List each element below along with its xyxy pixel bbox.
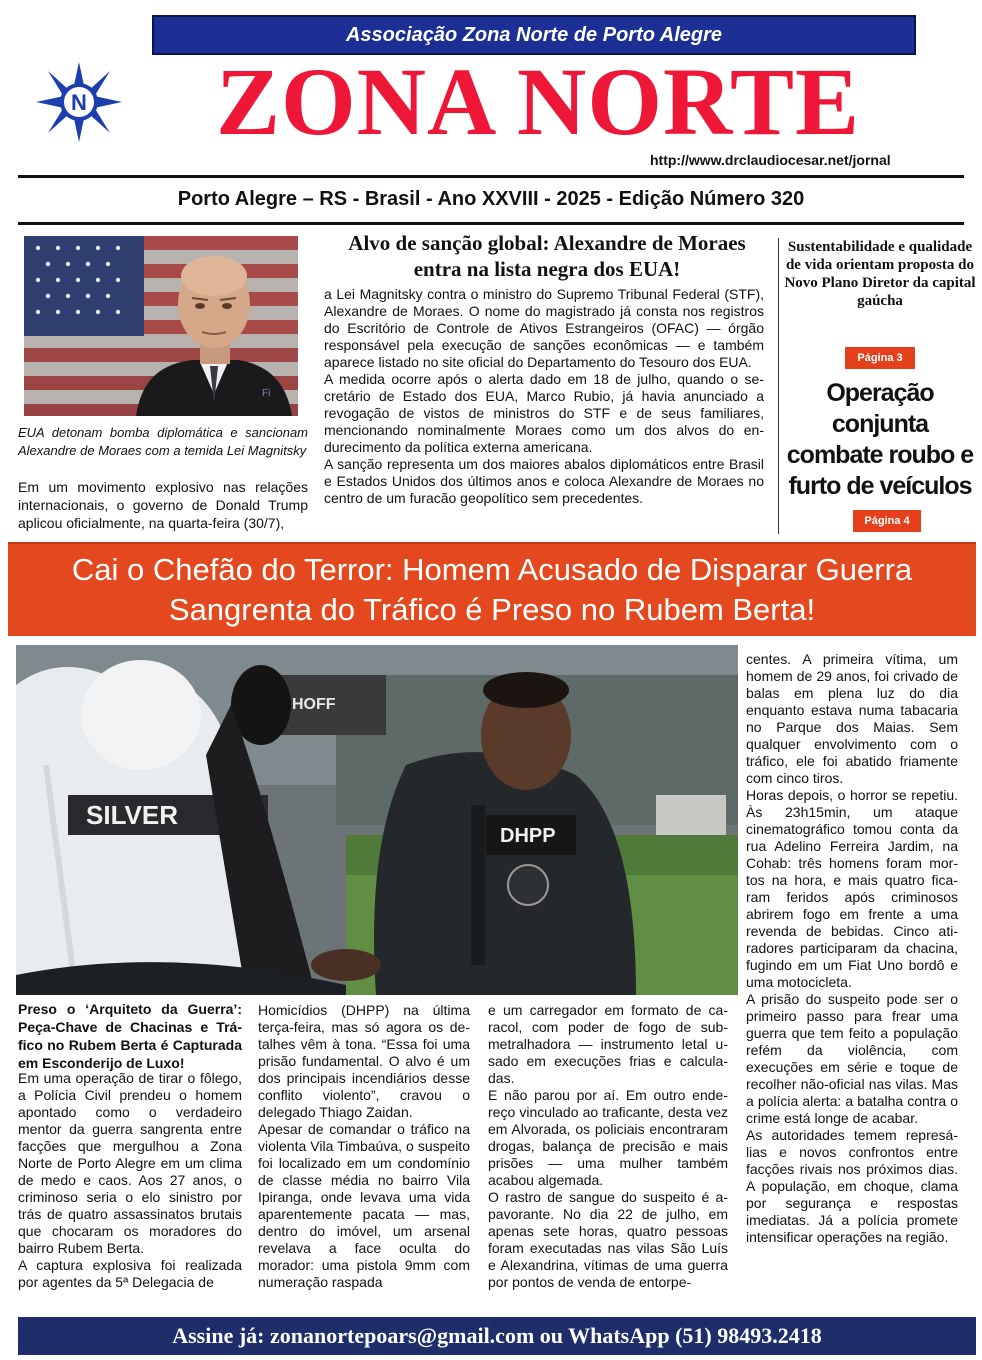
article-paragraph: A prisão do suspeito pode ser o primeiro passo para frear uma guerra que tem feito a população refém da violência, com execuções em série e toque de recolher não-oficial nas vilas. Mas a polícia alerta: a batalha contra o crime está longe de acabar. — [746, 991, 958, 1126]
edition-rule — [18, 222, 964, 225]
article-paragraph: A captura explosiva foi realizada por agentes da 5ª Delegacia de — [18, 1257, 242, 1290]
moraes-photo — [24, 236, 298, 416]
edition-line: Porto Alegre – RS - Brasil - Ano XXVIII - 2025 - Edição Número 320 — [177, 188, 805, 210]
story-headline: Alvo de sanção global: Alexandre de Moraes entra na lista negra dos EUA! — [348, 231, 746, 281]
article-subtitle: Preso o ‘Arquiteto da Guerra’: Peça-Chave de Chacinas e Tráfico no Rubem Berta é Capturada em Esconderijo de Luxo! — [18, 1001, 242, 1071]
arrest-photo — [16, 645, 738, 995]
subscribe-footer[interactable] — [18, 1317, 976, 1355]
article-paragraph: As autoridades temem represálias e novos confrontos entre facções rivais nos próximos dias. A população, em choque, clama por segurança e respostas imediatas. Já a polícia promete intensificar operações na região. — [746, 1127, 958, 1245]
article-column-3 — [488, 1002, 728, 1291]
page-badge-3[interactable]: Página 3 — [845, 347, 915, 369]
photo-caption: EUA detonam bomba diplomática e sancionam Alexandre de Moraes com a temida Lei Magnitsky — [18, 425, 308, 458]
top-rule — [18, 175, 964, 178]
story-body — [324, 286, 764, 507]
article-paragraph: Horas depois, o horror se repetiu. Às 23h15min, um ataque cinematográfico tomou conta da rua Adelino Ferreira Jardim, na Cohab: três homens foram mortos na hora, e mais quatro ficaram feridos após criminosos abrirem fogo em frente a uma revenda de bebidas. Cinco atiradores participaram da chacina, fugindo em um Fiat Uno bordô e uma motocicleta. — [746, 787, 958, 990]
page-badge-4[interactable]: Página 4 — [853, 510, 921, 532]
story-lead: Em um movimento explosivo nas relações internacionais, o governo de Donald Trump aplicou oficialmente, na quarta-feira (30/7), — [18, 479, 308, 531]
article-paragraph: Homicídios (DHPP) na última terça-feira, mas só agora os detalhes vêm à tona. “Essa foi uma prisão fundamental. O alvo é um dos principais incendiários desse conflito violento”, cravou o delegado Thiago Zaidan. — [258, 1002, 470, 1120]
subscribe-text: Assine já: zonanortepoars@gmail.com ou WhatsApp (51) 98493.2418 — [172, 1323, 822, 1348]
sign-text: HOFF — [292, 696, 336, 713]
logo-letter: N — [71, 90, 87, 115]
masthead-title: ZONA NORTE — [215, 48, 861, 155]
story-paragraph: A sanção representa um dos maiores abalos diplomáticos entre Brasil e Estados Unidos dos últimos anos e coloca Alexandre de Moraes no centro de um furacão geopolítico sem precedentes. — [324, 456, 764, 506]
compass-logo-icon — [34, 60, 124, 144]
article-paragraph: E não parou por aí. Em outro endereço vinculado ao traficante, desta vez em Alvorada, os policiais encontraram drogas, balança de precisão e mais prisões — uma mulher também acabou algemada. — [488, 1087, 728, 1188]
article-paragraph: Em uma operação de tirar o fôlego, a Polícia Civil prendeu o homem apontado como o verdadeiro mentor da guerra sangrenta entre facções que mergulhou a Zona Norte de Porto Alegre em um clima de medo e caos. Aos 27 anos, o criminoso seria o elo sinistro por trás de quatro assassinatos brutais que chocaram os moradores do bairro Rubem Berta. — [18, 1070, 242, 1256]
story-paragraph: a Lei Magnitsky contra o ministro do Supremo Tribunal Federal (STF), Alexandre de Moraes. O nome do magistrado já consta nos registros do Escritório de Controle de Ativos Estrangeiros (OFAC) — órgão responsável pela execução de sanções econômicas — e também aparece listado no site oficial do Departamento do Tesouro dos EUA. — [324, 286, 764, 370]
photo-tag: Fi — [262, 388, 271, 399]
hoodie-text: SILVER — [86, 800, 178, 830]
article-paragraph: centes. A primeira vítima, um homem de 29 anos, foi crivado de balas em plena luz do dia enquanto estava numa tabacaria no Parque dos Maias. Sem qualquer envolvimento com o tráfico, ele foi abatido friamente com cinco tiros. — [746, 651, 958, 786]
association-name: Associação Zona Norte de Porto Alegre — [345, 23, 722, 46]
main-headline: Cai o Chefão do Terror: Homem Acusado de Disparar Guerra Sangrenta do Tráfico é Preso no Rubem Berta! — [71, 552, 913, 627]
article-paragraph: e um carregador em formato de caracol, com poder de fogo de submetralhadora — instrumento letal usado em execuções frias e calculadas. — [488, 1002, 728, 1086]
sidebar-teaser-plano-diretor[interactable]: Sustentabilidade e qualidade de vida orientam proposta do Novo Plano Diretor da capital gaúcha — [784, 239, 976, 309]
article-column-4 — [746, 651, 958, 1246]
website-url[interactable]: http://www.drclaudiocesar.net/jornal — [650, 152, 891, 168]
article-column-2 — [258, 1002, 470, 1291]
article-column-1 — [18, 1070, 242, 1291]
article-paragraph: O rastro de sangue do suspeito é apavorante. No dia 22 de julho, em apenas sete horas, quatro pessoas foram executadas nas vilas São Luís e Alexandrina, vítimas de uma guerra por pontos de venda de entorpe- — [488, 1189, 728, 1290]
story-paragraph: A medida ocorre após o alerta dado em 18 de julho, quando o secretário de Estado dos EUA, Marco Rubio, já havia anunciado a revogação de vistos de ministros do STF e de seus familiares, mencionando nominalmente Moraes como um dos alvos do endurecimento da política externa americana. — [324, 371, 764, 455]
main-headline-banner — [8, 542, 976, 636]
column-divider — [778, 238, 779, 534]
badge-text: DHPP — [500, 825, 556, 847]
article-paragraph: Apesar de comandar o tráfico na violenta Vila Timbaúva, o suspeito foi localizado em um condomínio de classe média no bairro Vila Ipiranga, onde levava uma vida aparentemente pacata — mas, dentro do imóvel, um arsenal revelava a face oculta do morador: uma pistola 9mm com numeração raspada — [258, 1121, 470, 1290]
sidebar-teaser-operacao[interactable]: Operação conjunta combate roubo e furto de veículos — [786, 379, 974, 500]
